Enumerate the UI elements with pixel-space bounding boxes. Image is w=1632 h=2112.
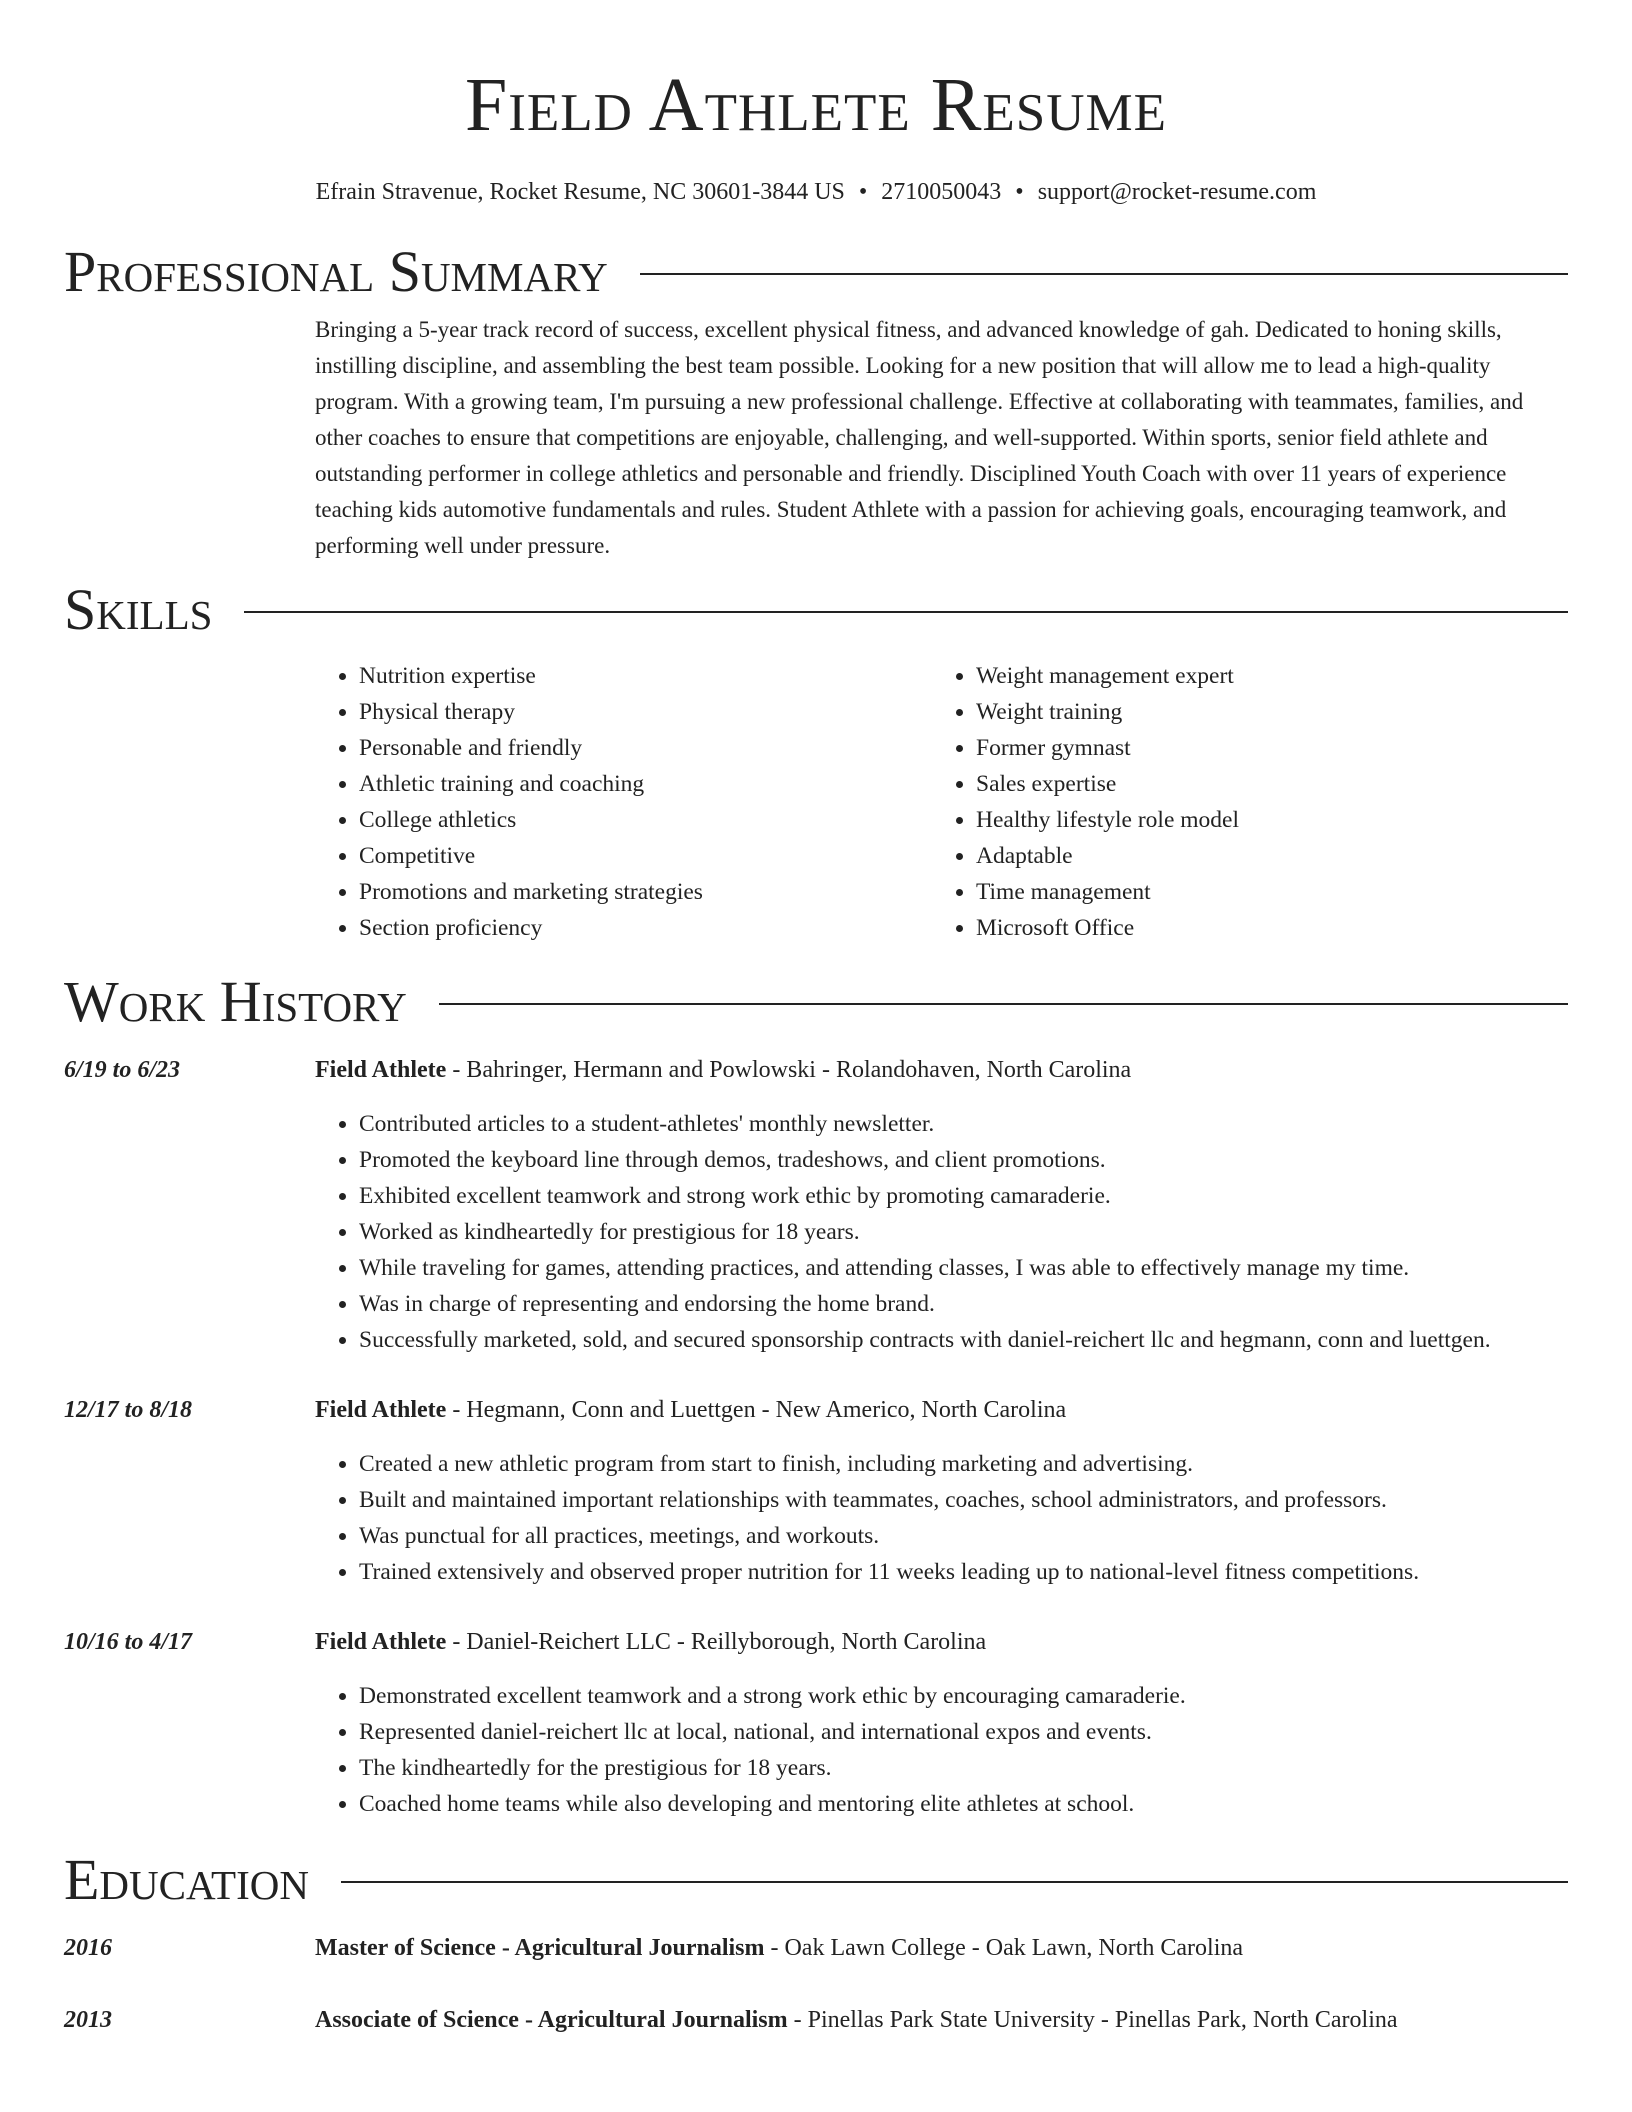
job-bullet: • Promoted the keyboard line through demos, tradeshows, and client promotions. — [359, 1142, 1568, 1178]
education-entry — [64, 2002, 1568, 2038]
education-year: 2013 — [64, 2007, 112, 2033]
skill-item: • Athletic training and coaching — [359, 766, 932, 802]
job-bullet: • Successfully marketed, sold, and secured sponsorship contracts with daniel-reichert llc and hegmann, conn and luettgen. — [359, 1322, 1568, 1358]
job-bullet: • Trained extensively and observed proper nutrition for 11 weeks leading up to national-level fitness competitions. — [359, 1554, 1568, 1590]
job-bullet: • The kindheartedly for the prestigious for 18 years. — [359, 1750, 1568, 1786]
skill-item: • Personable and friendly — [359, 730, 932, 766]
job-title: Field Athlete — [315, 1629, 447, 1655]
education-degree: Associate of Science - Agricultural Journalism — [315, 2007, 788, 2033]
summary-heading: Professional Summary — [64, 239, 608, 304]
job-bullet-list — [315, 1446, 1568, 1590]
skill-item: • Healthy lifestyle role model — [976, 802, 1549, 838]
work-section-header — [64, 968, 1568, 1036]
contact-separator: • — [1015, 179, 1024, 205]
skill-item: • College athletics — [359, 802, 932, 838]
education-heading-line — [315, 2002, 1398, 2038]
summary-text: Bringing a 5-year track record of success, excellent physical fitness, and advanced knowledge of gah. Dedicated to honing skills, instilling discipline, and assembling the best team possible. Looking for a new position that will allow me to lead a high-quality program. With a growing team, I'm pursuing a new professional challenge. Effective at collaborating with teammates, families, and other coaches to ensure that competitions are enjoyable, challenging, and well-supported. Within sports, senior field athlete and outstanding performer in college athletics and personable and friendly. Disciplined Youth Coach with over 11 years of experience teaching kids automotive fundamentals and rules. Student Athlete with a passion for achieving goals, encouraging teamwork, and performing well under pressure. — [315, 317, 1524, 558]
skills-section-header — [64, 576, 1568, 644]
job-entry — [64, 1624, 1568, 1822]
job-duties — [315, 1678, 1568, 1822]
work-heading: Work History — [64, 969, 407, 1034]
skill-item: • Microsoft Office — [976, 910, 1549, 946]
job-header-row — [64, 1392, 1568, 1428]
job-bullet: • While traveling for games, attending practices, and attending classes, I was able to effectively manage my time. — [359, 1250, 1568, 1286]
education-entry — [64, 1930, 1568, 1966]
job-dates: 6/19 to 6/23 — [64, 1057, 181, 1083]
education-degree: Master of Science - Agricultural Journalism — [315, 1935, 765, 1961]
section-divider — [244, 611, 1568, 613]
skill-item: • Promotions and marketing strategies — [359, 874, 932, 910]
contact-separator: • — [858, 179, 868, 205]
job-bullet: • Coached home teams while also developing and mentoring elite athletes at school. — [359, 1786, 1568, 1822]
job-employer-location: - Daniel-Reichert LLC - Reillyborough, North Carolina — [446, 1629, 987, 1655]
job-header-row — [64, 1052, 1568, 1088]
job-duties — [315, 1446, 1568, 1590]
skill-item: • Former gymnast — [976, 730, 1549, 766]
job-bullet-list — [315, 1678, 1568, 1822]
job-bullet: • Worked as kindheartedly for prestigious for 18 years. — [359, 1214, 1568, 1250]
contact-address: Efrain Stravenue, Rocket Resume, NC 30601-3844 US — [315, 179, 845, 205]
job-title: Field Athlete — [315, 1057, 447, 1083]
job-heading — [315, 1052, 1131, 1088]
job-header-row — [64, 1624, 1568, 1660]
job-dates: 10/16 to 4/17 — [64, 1629, 193, 1655]
job-bullet: • Contributed articles to a student-athletes' monthly newsletter. — [359, 1106, 1568, 1142]
job-title: Field Athlete — [315, 1397, 447, 1423]
contact-line — [64, 176, 1568, 208]
job-heading — [315, 1624, 986, 1660]
job-bullet: • Demonstrated excellent teamwork and a strong work ethic by encouraging camaraderie. — [359, 1678, 1568, 1714]
job-bullet: • Built and maintained important relationships with teammates, coaches, school administrators, and professors. — [359, 1482, 1568, 1518]
job-bullet: • Was in charge of representing and endorsing the home brand. — [359, 1286, 1568, 1322]
section-divider — [640, 273, 1568, 275]
job-bullet-list — [315, 1106, 1568, 1358]
job-bullet: • Exhibited excellent teamwork and strong work ethic by promoting camaraderie. — [359, 1178, 1568, 1214]
section-divider — [439, 1003, 1568, 1005]
job-bullet: • Was punctual for all practices, meetings, and workouts. — [359, 1518, 1568, 1554]
skill-item: • Weight training — [976, 694, 1549, 730]
job-heading — [315, 1392, 1066, 1428]
job-bullet: • Represented daniel-reichert llc at local, national, and international expos and events. — [359, 1714, 1568, 1750]
job-employer-location: - Hegmann, Conn and Luettgen - New Americo, North Carolina — [446, 1397, 1067, 1423]
skill-item: • Competitive — [359, 838, 932, 874]
job-employer-location: - Bahringer, Hermann and Powlowski - Rolandohaven, North Carolina — [446, 1057, 1132, 1083]
skill-item: • Adaptable — [976, 838, 1549, 874]
skill-item: • Time management — [976, 874, 1549, 910]
education-school-location: - Pinellas Park State University - Pinellas Park, North Carolina — [787, 2007, 1398, 2033]
job-entry — [64, 1392, 1568, 1590]
job-bullet: • Created a new athletic program from start to finish, including marketing and advertising. — [359, 1446, 1568, 1482]
job-entry — [64, 1052, 1568, 1358]
resume-title: Field Athlete Resume — [464, 63, 1168, 147]
skills-list-left — [315, 658, 932, 946]
education-heading-line — [315, 1930, 1243, 1966]
contact-email: support@rocket-resume.com — [1037, 179, 1317, 205]
job-dates: 12/17 to 8/18 — [64, 1397, 193, 1423]
summary-body — [315, 312, 1568, 564]
education-section-header — [64, 1846, 1568, 1914]
education-school-location: - Oak Lawn College - Oak Lawn, North Carolina — [764, 1935, 1244, 1961]
skill-item: • Weight management expert — [976, 658, 1549, 694]
summary-section-header — [64, 238, 1568, 306]
contact-phone: 2710050043 — [881, 179, 1002, 205]
skills-heading: Skills — [64, 577, 213, 642]
section-divider — [341, 1881, 1568, 1883]
skill-item: • Section proficiency — [359, 910, 932, 946]
job-duties — [315, 1106, 1568, 1358]
skill-item: • Sales expertise — [976, 766, 1549, 802]
skill-item: • Physical therapy — [359, 694, 932, 730]
education-heading: Education — [64, 1847, 309, 1912]
skills-grid — [315, 658, 1568, 946]
skill-item: • Nutrition expertise — [359, 658, 932, 694]
skills-list-right — [932, 658, 1549, 946]
education-year: 2016 — [64, 1935, 112, 1961]
